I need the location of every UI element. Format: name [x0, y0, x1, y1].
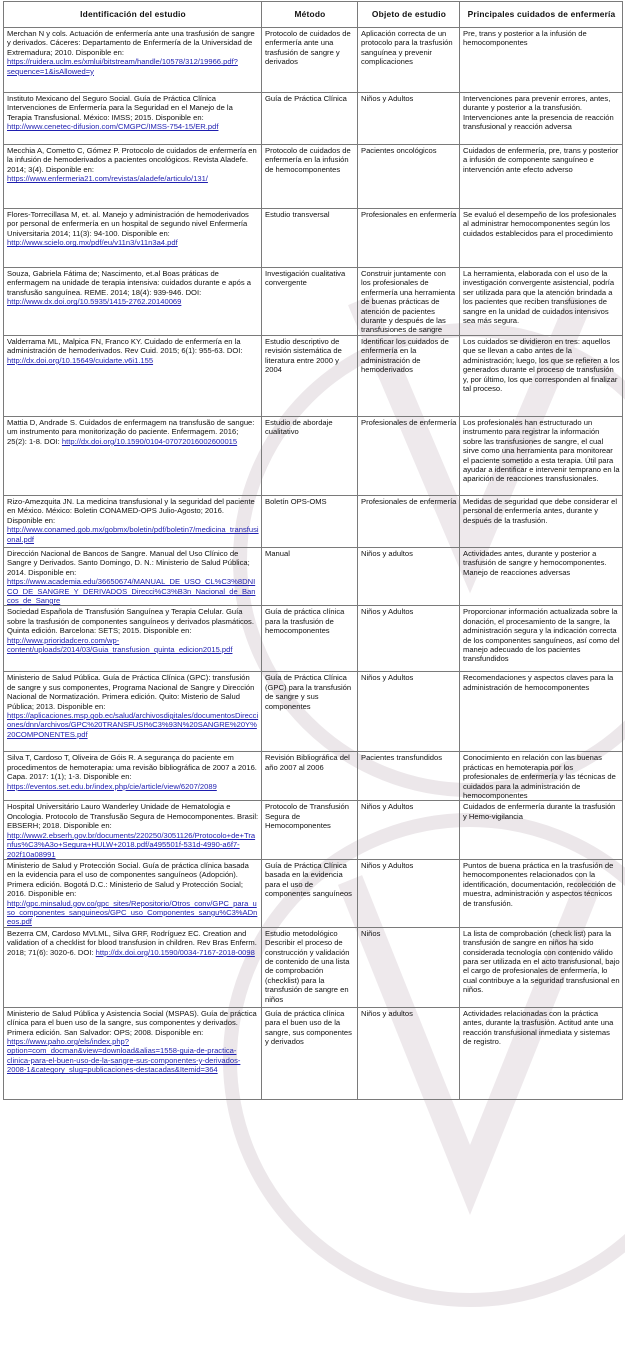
study-care: Actividades relacionadas con la práctica antes, durante la trasfusión. Actitud ante una reacción transfusional inmediata y sistemas de registro.: [460, 1007, 623, 1099]
reference-link[interactable]: http://dx.doi.org/10.1590/0034-7167-2018-0098: [95, 947, 255, 957]
study-object: Niños y adultos: [358, 1007, 460, 1099]
reference-text: Souza, Gabriela Fátima de; Nascimento, et.al Boas práticas de enfermagem na unidade de terapia intensiva: cuidados durante e após a transfusão sanguínea. REME. 2014; 18(4): 939-946. DOI:: [7, 269, 252, 297]
study-reference: [4, 752, 262, 801]
reference-text: Silva T, Cardoso T, Oliveira de Góis R. A segurança do paciente em procedimentos de hemoterapia: uma revisão bibliográfica de 2007 a 2016. Capa. 2017: 1(1); 1-3. Disponible en:: [7, 753, 257, 782]
reference-text: Instituto Mexicano del Seguro Social. Guía de Práctica Clínica Intervenciones de Enfermería para la Seguridad en el Manejo de la Terapia Transfusional. México: IMSS; 2015. Disponible en:: [7, 94, 233, 122]
study-reference: [4, 672, 262, 752]
reference-text: Mecchia A, Cometto C, Gómez P. Protocolo de cuidados de enfermería en la infusión de hemoderivados a pacientes oncológicos. Revista Aladefe. 2014; 3(4). Disponible en:: [7, 146, 257, 174]
table-row: [4, 417, 623, 496]
reference-link[interactable]: https://ruidera.uclm.es/xmlui/bitstream/handle/10578/312/19966.pdf?sequence=1&isAllowed=y: [7, 57, 238, 76]
study-object: Niños y Adultos: [358, 93, 460, 145]
study-care: Cuidados de enfermería, pre, trans y posterior a infusión de componente sanguíneo e intervención ante efecto adverso: [460, 145, 623, 209]
reference-text: Ministerio de Salud Pública. Guía de Práctica Clínica (GPC): transfusión de sangre y sus componentes, Programa Nacional de Sangre y Dirección Nacional de Normatización. Primera edición. Quito: Misterio de Salud Pública; 2013. Disponible en:: [7, 673, 255, 711]
study-method: Estudio de abordaje cualitativo: [262, 417, 358, 496]
header-identificacion: Identificación del estudio: [4, 2, 262, 28]
table-header-row: [4, 2, 623, 28]
study-care: Cuidados de enfermería durante la trasfusión y Hemo-vigilancia: [460, 801, 623, 859]
study-object: Niños y Adultos: [358, 606, 460, 672]
study-care: La lista de comprobación (check list) para la transfusión de sangre en niños ha sido considerada tecnología con contenido válido para ser utilizada en el acto transfusional, bajo el cargo de profesionales de enfermería, lo cual contribuye a la seguridad transfusional en niños.: [460, 927, 623, 1007]
table-row: [4, 145, 623, 209]
reference-link[interactable]: http://dx.doi.org/10.15649/cuidarte.v6i1.155: [7, 355, 154, 365]
reference-link[interactable]: https://aplicaciones.msp.gob.ec/salud/archivosdigitales/documentosDirecciones/dnn/archivos/GPC%20TRANSFUSI%C3%93N%20SANGRE%20Y%20COMPONENTES.pdf: [7, 711, 259, 739]
study-object: Niños y Adultos: [358, 672, 460, 752]
study-care: Conocimiento en relación con las buenas prácticas en hemoterapia por los profesionales de enfermería y las técnicas de cuidados para la administración de hemocomponentes: [460, 752, 623, 801]
table-row: [4, 496, 623, 548]
reference-link[interactable]: http://dx.doi.org/10.1590/0104-07072016002600015: [61, 436, 238, 446]
study-reference: [4, 801, 262, 859]
study-care: Actividades antes, durante y posterior a trasfusión de sangre y hemocomponentes. Manejo de reacciones adversas: [460, 548, 623, 606]
study-care: La herramienta, elaborada con el uso de la investigación convergente asistencial, podría ser utilizada para que la atención brindada a los pacientes que reciben transfusiones de sangre en la unidad de cuidados intensivos sea más segura.: [460, 268, 623, 336]
study-care: Medidas de seguridad que debe considerar el personal de enfermería antes, durante y después de la trasfusión.: [460, 496, 623, 548]
header-objeto: Objeto de estudio: [358, 2, 460, 28]
study-object: Pacientes oncológicos: [358, 145, 460, 209]
table-row: [4, 336, 623, 417]
study-reference: [4, 268, 262, 336]
study-method: Protocolo de Transfusión Segura de Hemocomponentes: [262, 801, 358, 859]
study-object: Construir juntamente con los profesionales de enfermería una herramienta de buenas prácticas de atención de pacientes durante y después de las transfusiones de sangre: [358, 268, 460, 336]
reference-text: Merchan N y cols. Actuación de enfermería ante una trasfusión de sangre y derivados. Cáceres: Departamento de Enfermería de la Universidad de Extremadura; 2010. Disponible en:: [7, 29, 255, 57]
study-care: Intervenciones para prevenir errores, antes, durante y posterior a la transfusión. Intervenciones ante la presencia de reacción transfusional y reacción adversa: [460, 93, 623, 145]
study-reference: [4, 548, 262, 606]
reference-link[interactable]: http://www.dx.doi.org/10.5935/1415-2762.20140069: [7, 297, 182, 307]
reference-link[interactable]: http://gpc.minsalud.gov.co/gpc_sites/Repositorio/Otros_conv/GPC_para_uso_componentes_sanguineos/GPC_uso_Componentes_sangu%C3%ADneos.pdf: [7, 898, 258, 927]
reference-link[interactable]: http://www2.ebserh.gov.br/documents/220250/3051126/Protocolo+de+Tranfus%C3%A3o+Segura+HULW+2018.pdf/a495501f-531d-4990-a6f7-202f10a08991: [7, 830, 256, 859]
table-row: [4, 548, 623, 606]
reference-link[interactable]: http://www.scielo.org.mx/pdf/eu/v11n3/v11n3a4.pdf: [7, 238, 178, 248]
reference-text: Flores-Torrecillasa M, et. al. Manejo y administración de hemoderivados por personal de enfermería en un hospital de segundo nivel Enfermería Universitaria 2014; 11(3): 94-100. Disponible en:: [7, 210, 249, 238]
study-method: Protocolo de cuidados de enfermería ante una trasfusión de sangre y derivados: [262, 28, 358, 93]
reference-link[interactable]: http://www.prioridadcero.com/wp-content/uploads/2014/03/Guia_transfusion_quinta_edicion2015.pdf: [7, 635, 233, 655]
study-method: Estudio transversal: [262, 209, 358, 268]
study-care: Pre, trans y posterior a la infusión de hemocomponentes: [460, 28, 623, 93]
study-reference: [4, 336, 262, 417]
reference-link[interactable]: https://www.enfermeria21.com/revistas/aladefe/articulo/131/: [7, 174, 208, 184]
study-care: Recomendaciones y aspectos claves para la administración de hemocomponentes: [460, 672, 623, 752]
reference-link[interactable]: http://www.cenetec-difusion.com/CMGPC/IMSS-754-15/ER.pdf: [7, 122, 219, 132]
reference-text: Ministerio de Salud y Protección Social. Guía de práctica clínica basada en la evidencia para el uso de componentes sanguíneos (Adopción). Primera edición. Bogotá D.C.: Ministerio de Salud y Protección Social; 2016. Disponible en:: [7, 860, 249, 899]
table-row: [4, 93, 623, 145]
reference-text: Sociedad Española de Transfusión Sanguínea y Terapia Celular. Guía sobre la trasfusión de componentes sanguíneos y derivados plasmáticos. Quinta edición. Barcelona: SETS; 2015. Disponible en:: [7, 607, 254, 636]
study-care: Se evaluó el desempeño de los profesionales al administrar hemocomponentes según los cuidados establecidos para el procedimiento: [460, 209, 623, 268]
study-method: Guía de Práctica Clínica (GPC) para la transfusión de sangre y sus componentes: [262, 672, 358, 752]
study-object: Aplicación correcta de un protocolo para la trasfusión sanguínea y prevenir complicaciones: [358, 28, 460, 93]
table-row: [4, 28, 623, 93]
study-care: Los cuidados se dividieron en tres: aquellos que se llevan a cabo antes de la administración; luego, los que se refieren a los generados durante el proceso de transfusión y, por último, los que corresponden al finalizar tal proceso.: [460, 336, 623, 417]
table-row: [4, 801, 623, 859]
study-object: Profesionales de enfermería: [358, 417, 460, 496]
table-row: [4, 606, 623, 672]
study-method: Investigación cualitativa convergente: [262, 268, 358, 336]
study-method: Estudio descriptivo de revisión sistemática de literatura entre 2000 y 2004: [262, 336, 358, 417]
study-method: Boletín OPS-OMS: [262, 496, 358, 548]
study-reference: [4, 145, 262, 209]
study-method: Guía de Práctica Clínica: [262, 93, 358, 145]
reference-text: Valderrama ML, Malpica FN, Franco KY. Cuidado de enfermería en la administración de hemoderivados. Rev Cuid. 2015; 6(1): 955-63. DOI:: [7, 337, 243, 356]
reference-link[interactable]: http://www.conamed.gob.mx/gobmx/boletin/pdf/boletin7/medicina_transfusional.pdf: [7, 525, 259, 544]
study-object: Niños y Adultos: [358, 801, 460, 859]
study-method: Guía de práctica clínica para el buen uso de la sangre, sus componentes y derivados: [262, 1007, 358, 1099]
reference-link[interactable]: https://www.academia.edu/36650674/MANUAL_DE_USO_CL%C3%8DNICO_DE_SANGRE_Y_DERIVADOS_Direcci%C3%B3n_Nacional_de_Bancos_de_Sangre: [7, 577, 256, 606]
study-method: Estudio metodológico Describir el proceso de construcción y validación de contenido de una lista de comprobación (checklist) para la transfusión de sangre en niños: [262, 927, 358, 1007]
study-reference: [4, 606, 262, 672]
study-care: Los profesionales han estructurado un instrumento para registrar la información sobre las transfusiones de sangre, el cual sirve como una herramienta para monitorear el paciente sometido a esta terapia. Útil para ayudar a identificar e intervenir temprano en la aparición de reacciones transfusionales.: [460, 417, 623, 496]
study-reference: [4, 28, 262, 93]
reference-link[interactable]: https://eventos.set.edu.br/index.php/cie/article/view/6207/2089: [7, 781, 217, 791]
study-reference: [4, 496, 262, 548]
study-reference: [4, 927, 262, 1007]
table-row: [4, 1007, 623, 1099]
study-object: Niños y Adultos: [358, 859, 460, 927]
study-method: Manual: [262, 548, 358, 606]
table-row: [4, 752, 623, 801]
study-method: Guía de Práctica Clínica basada en la evidencia para el uso de componentes sanguíneos: [262, 859, 358, 927]
table-row: [4, 672, 623, 752]
study-object: Niños: [358, 927, 460, 1007]
study-object: Identificar los cuidados de enfermería en la administración de hemoderivados: [358, 336, 460, 417]
study-object: Pacientes transfundidos: [358, 752, 460, 801]
study-reference: [4, 93, 262, 145]
study-method: Revisión Bibliográfica del año 2007 al 2006: [262, 752, 358, 801]
study-reference: [4, 859, 262, 927]
reference-text: Mattia D, Andrade S. Cuidados de enfermagem na transfusão de sangue: um instrumento para monitorização do paciente. Enfermagem. 2016; 25(2): 1-8. DOI:: [7, 418, 255, 446]
header-metodo: Método: [262, 2, 358, 28]
study-reference: [4, 417, 262, 496]
reference-text: Hospital Universitário Lauro Wanderley Unidade de Hematologia e Oncologia. Protocolo de Transfusão Segura de Hemocomponentes. Brasil: EBSERH; 2018. Disponible en:: [7, 802, 259, 831]
table-row: [4, 268, 623, 336]
reference-text: Bezerra CM, Cardoso MVLML, Silva GRF, Rodríguez EC. Creation and validation of a checklist for blood transfusion in children. Rev Bras Enferm. 2018; 71(6): 3020-6. DOI:: [7, 928, 257, 957]
studies-table: [3, 1, 623, 1100]
study-method: Protocolo de cuidados de enfermería en la infusión de hemocomponentes: [262, 145, 358, 209]
study-reference: [4, 1007, 262, 1099]
table-row: [4, 927, 623, 1007]
reference-text: Rizo-Amezquita JN. La medicina transfusional y la seguridad del paciente en México. México: Boletin CONAMED-OPS Julio-Agosto; 2016. Disponible en:: [7, 497, 255, 525]
study-object: Profesionales de enfermería: [358, 496, 460, 548]
study-care: Puntos de buena práctica en la trasfusión de hemocomponentes relacionados con la identificación, documentación, recolección de muestra, administración y aspectos técnicos de transfusión.: [460, 859, 623, 927]
reference-text: Dirección Nacional de Bancos de Sangre. Manual del Uso Clínico de Sangre y Derivados. Santo Domingo, D. N.: Ministerio de Salud Pública; 2014. Disponible en:: [7, 549, 250, 577]
study-care: Proporcionar información actualizada sobre la donación, el procesamiento de la sangre, la administración segura y la indicación correcta de los componentes sanguíneos, así como del manejo adecuado de los pacientes transfundidos: [460, 606, 623, 672]
table-row: [4, 209, 623, 268]
study-method: Guía de práctica clínica para la trasfusión de hemocomponentes: [262, 606, 358, 672]
table-row: [4, 859, 623, 927]
reference-text: Ministerio de Salud Pública y Asistencia Social (MSPAS). Guía de práctica clínica para el buen uso de la sangre, sus componentes y derivados. Primera edición. San Salvador: OPS; 2008. Disponible en:: [7, 1008, 257, 1037]
study-object: Niños y adultos: [358, 548, 460, 606]
study-object: Profesionales en enfermería: [358, 209, 460, 268]
reference-link[interactable]: https://www.paho.org/els/index.php?option=com_docman&view=download&alias=1558-guia-de-practica-clinica-para-el-buen-uso-de-la-sangre-sus-componentes-y-derivados-2008-1&category_slug=publicaciones-destacadas&Itemid=364: [7, 1036, 241, 1075]
header-cuidados: Principales cuidados de enfermería: [460, 2, 623, 28]
study-reference: [4, 209, 262, 268]
